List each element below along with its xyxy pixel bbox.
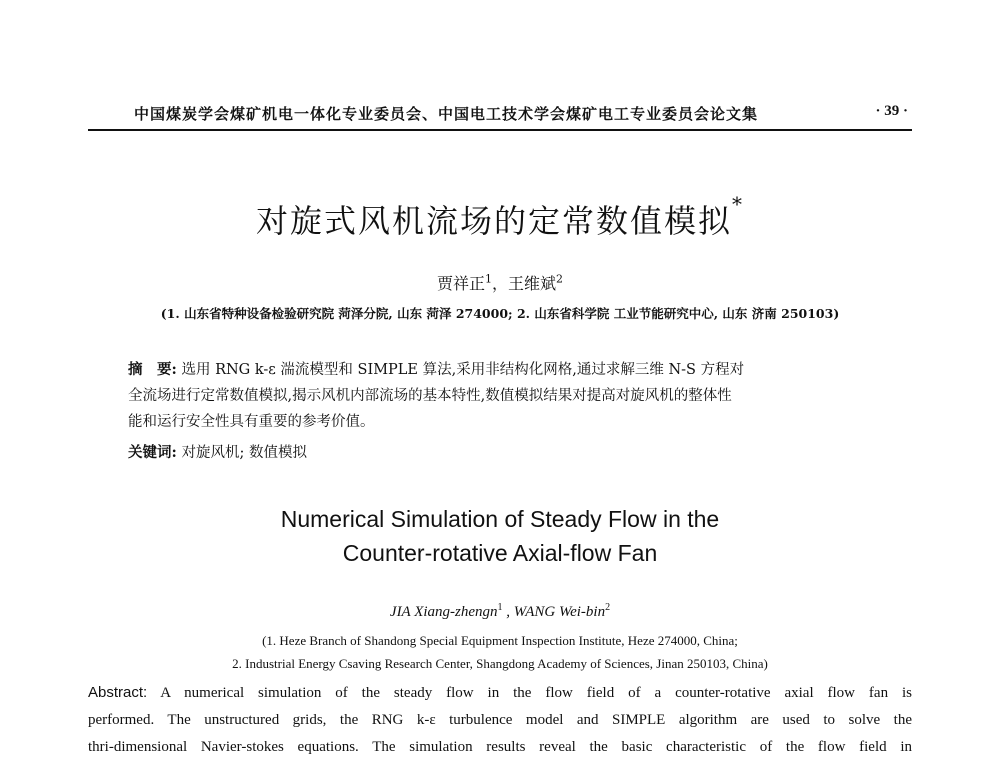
english-affiliation-2: 2. Industrial Energy Csaving Research Center, Shangdong Academy of Sciences, Jinan 250103, China): [232, 656, 768, 671]
english-author-1: JIA Xiang-zhengn: [389, 604, 498, 620]
english-title-line-1: Numerical Simulation of Steady Flow in the: [280, 506, 720, 532]
english-title-line-2: Counter-rotative Axial-flow Fan: [342, 540, 658, 566]
chinese-abstract-text-1: 选用 RNG k-ε 湍流模型和 SIMPLE 算法,采用非结构化网格,通过求解三维 N-S 方程对: [181, 362, 745, 378]
chinese-keywords-label: 关键词:: [128, 444, 177, 461]
journal-name: 中国煤炭学会煤矿机电一体化专业委员会、中国电工技术学会煤矿电工专业委员会论文集: [134, 105, 759, 123]
page-number: · 39 ·: [875, 103, 908, 119]
chinese-abstract-line-3: 能和运行安全性具有重要的参考价值。: [128, 414, 375, 430]
english-abstract-text-1: A numerical simulation of the steady flow in the flow field of a counter-rotative axial flow fan is: [160, 685, 912, 701]
chinese-abstract: [128, 357, 890, 435]
english-author-2-sup: 2: [605, 602, 611, 613]
english-author-separator: ,: [502, 604, 514, 620]
author-1-sup: 1: [484, 272, 492, 286]
chinese-affiliation: (1. 山东省特种设备检验研究院 菏泽分院, 山东 菏泽 274000; 2. 山东省科学院 工业节能研究中心, 山东 济南 250103): [160, 306, 840, 321]
english-abstract-line-1: [88, 679, 912, 707]
author-separator: ，: [491, 274, 508, 293]
header-rule: [88, 129, 912, 131]
chinese-title-text: 对旋式风机流场的定常数值模拟: [255, 202, 732, 240]
chinese-title: [0, 192, 1000, 242]
english-affiliation-1: (1. Heze Branch of Shandong Special Equipment Inspection Institute, Heze 274000, China;: [262, 633, 738, 648]
chinese-abstract-line-1: [128, 357, 890, 383]
english-abstract-label: Abstract:: [88, 684, 148, 701]
author-2-sup: 2: [556, 272, 564, 286]
english-title: [0, 502, 1000, 570]
english-author-1-sup: 1: [497, 602, 503, 613]
english-author-2: WANG Wei-bin: [513, 604, 606, 620]
english-abstract-line-3: thri-dimensional Navier-stokes equations. The simulation results reveal the basic characteristic of the flow field in: [88, 739, 912, 755]
chinese-abstract-line-2: 全流场进行定常数值模拟,揭示风机内部流场的基本特性,数值模拟结果对提高对旋风机的整体性: [128, 388, 732, 404]
author-1: 贾祥正: [436, 274, 485, 293]
chinese-authors: [0, 271, 1000, 294]
chinese-keywords: [128, 443, 890, 463]
chinese-keywords-text: 对旋风机; 数值模拟: [181, 445, 307, 461]
running-header: [88, 103, 912, 127]
title-footnote-mark: *: [732, 192, 744, 216]
english-abstract: [88, 679, 912, 761]
chinese-abstract-label: 摘 要:: [128, 361, 177, 378]
english-authors: [0, 602, 1000, 621]
author-2: 王维斌: [508, 274, 557, 293]
english-abstract-line-2: performed. The unstructured grids, the RNG k-ε turbulence model and SIMPLE algorithm are used to solve the: [88, 712, 912, 728]
